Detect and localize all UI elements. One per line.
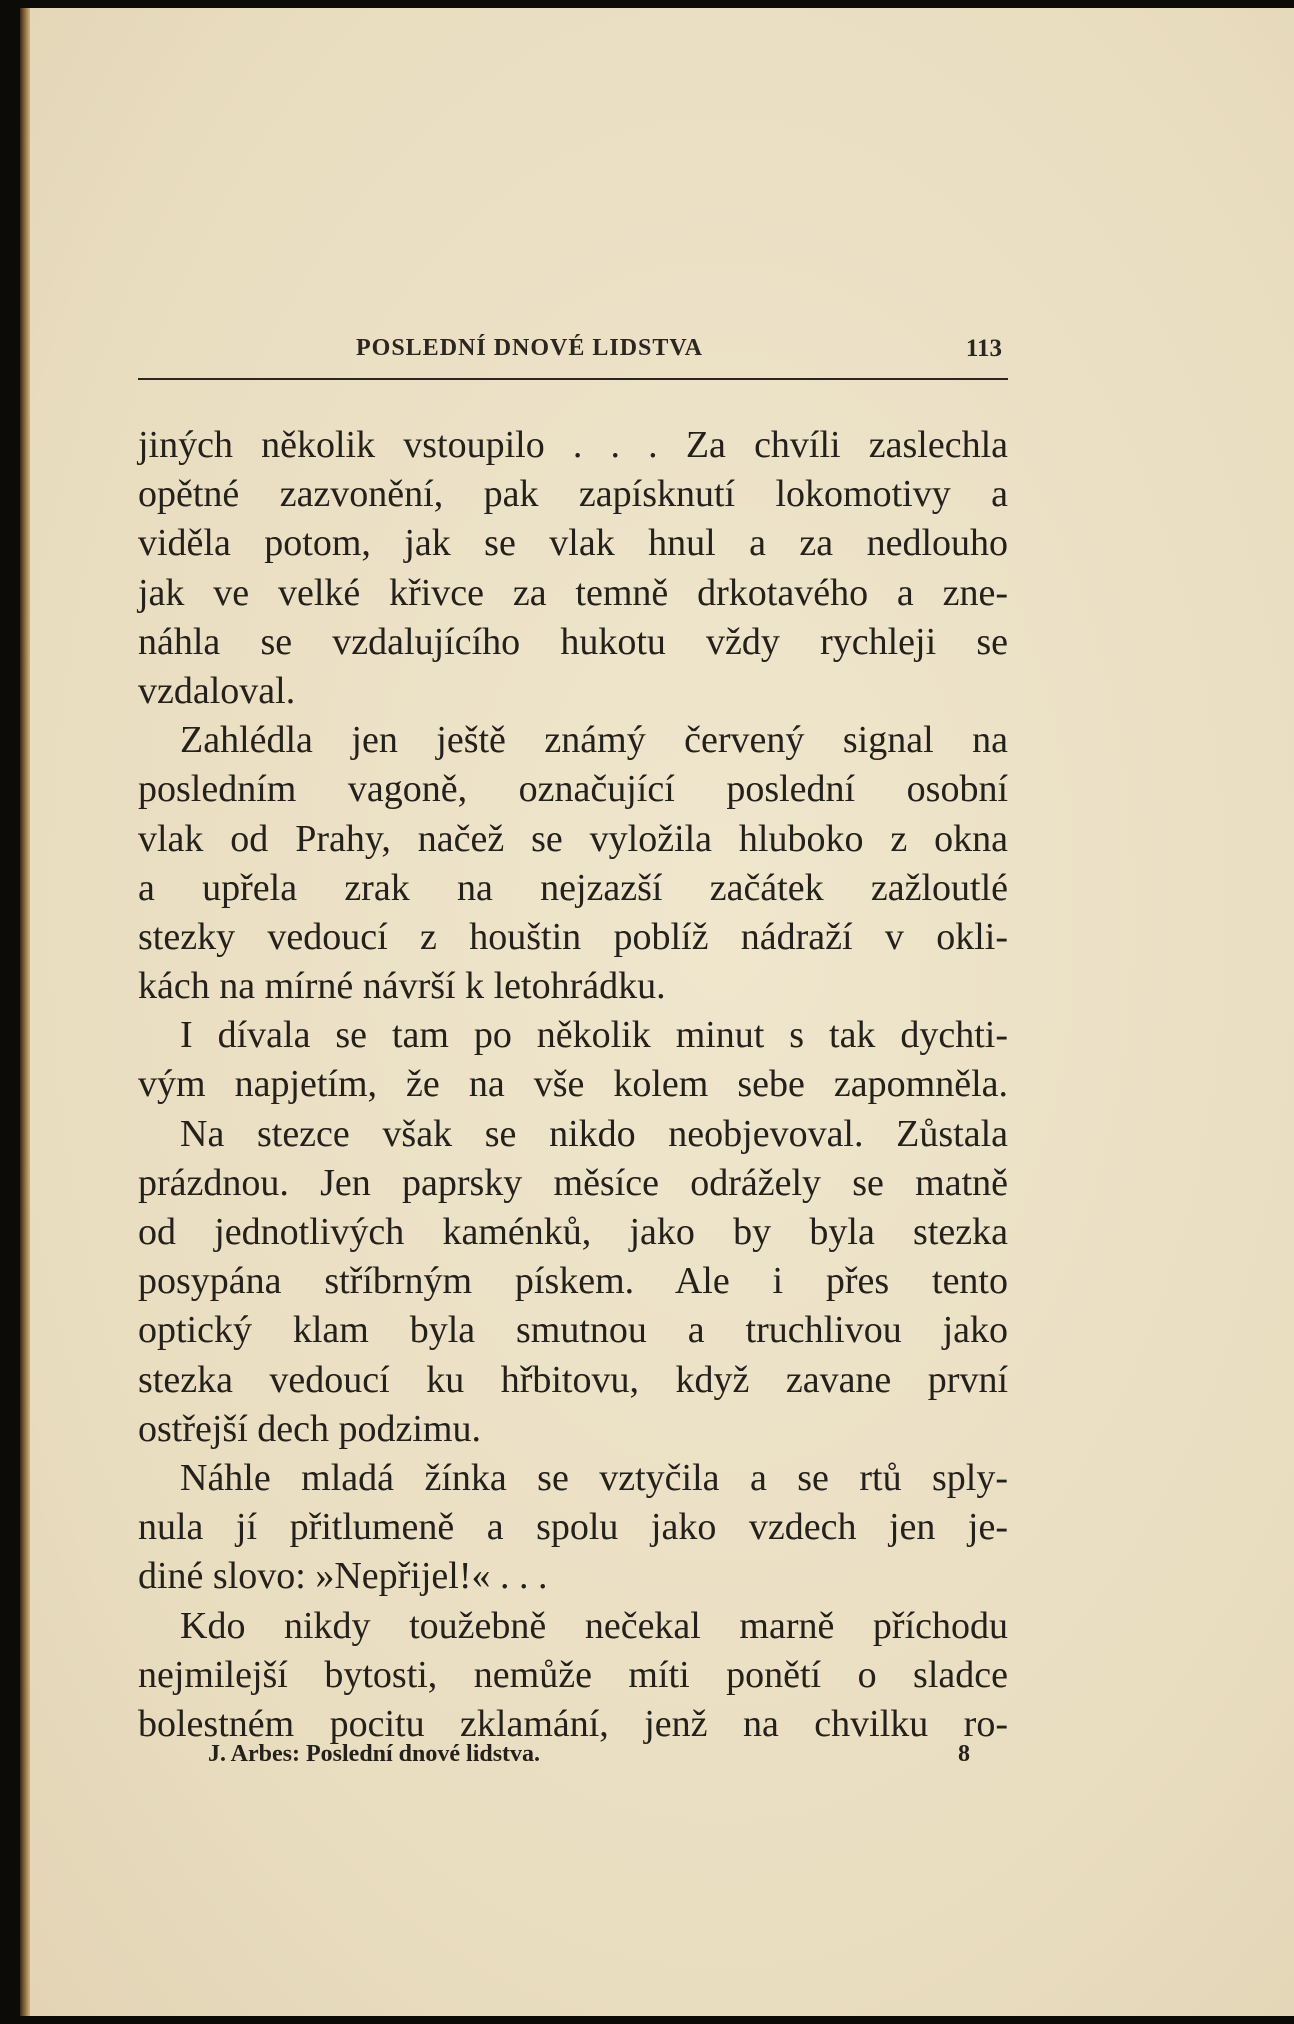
text-line: stezky vedoucí z houštin poblíž nádraží v okli- — [138, 915, 1008, 958]
running-header — [138, 326, 1008, 380]
text-line: viděla potom, jak se vlak hnul a za nedlouho — [138, 522, 1008, 565]
text-line: jak ve velké křivce za temně drkotavého a zne- — [138, 571, 1008, 614]
text-line: opětné zazvonění, pak zapísknutí lokomotivy a — [138, 473, 1008, 516]
text-line: diné slovo: »Nepřijel!« . . . — [138, 1555, 548, 1598]
text-line: I dívala se tam po několik minut s tak dychti- — [180, 1014, 1008, 1057]
text-line: jiných několik vstoupilo . . . Za chvíli zaslechla — [138, 424, 1008, 466]
printer-signature: J. Arbes: Poslední dnové lidstva. — [208, 1741, 541, 1767]
book-page — [20, 8, 1294, 2016]
running-title: POSLEDNÍ DNOVÉ LIDSTVA — [356, 335, 703, 361]
text-line: vzdaloval. — [138, 669, 296, 712]
text-line: vlak od Prahy, načež se vyložila hluboko z okna — [138, 817, 1008, 860]
text-line: a upřela zrak na nejzazší začátek zažloutlé — [138, 866, 1008, 909]
text-line: prázdnou. Jen paprsky měsíce odrážely se matně — [138, 1161, 1008, 1204]
text-line: kách na mírné návrší k letohrádku. — [138, 965, 666, 1008]
text-line: Zahlédla jen ještě známý červený signal na — [180, 719, 1008, 762]
page-number: 113 — [965, 335, 1002, 362]
page-footer — [138, 1741, 1008, 1777]
text-line: posledním vagoně, označující poslední osobní — [138, 768, 1008, 811]
text-line: od jednotlivých kaménků, jako by byla stezka — [138, 1211, 1008, 1253]
text-line: bolestném pocitu zklamání, jenž na chvilku ro- — [138, 1702, 1008, 1745]
text-line: náhla se vzdalujícího hukotu vždy rychleji se — [138, 620, 1008, 663]
text-line: nejmilejší bytosti, nemůže míti ponětí o sladce — [138, 1653, 1008, 1696]
sheet-number: 8 — [958, 1741, 970, 1767]
text-line: ostřejší dech podzimu. — [138, 1407, 481, 1450]
book-spine-edge — [20, 8, 30, 2016]
text-line: Na stezce však se nikdo neobjevoval. Zůstala — [180, 1112, 1008, 1155]
text-line: optický klam byla smutnou a truchlivou jako — [138, 1309, 1008, 1352]
text-line: Kdo nikdy toužebně nečekal marně příchodu — [180, 1604, 1008, 1647]
text-line: stezka vedoucí ku hřbitovu, když zavane první — [138, 1358, 1008, 1401]
text-line: Náhle mladá žínka se vztyčila a se rtů sply- — [180, 1456, 1008, 1499]
body-text — [138, 421, 1008, 1749]
text-line: vým napjetím, že na vše kolem sebe zapomněla. — [138, 1063, 1008, 1106]
text-line: nula jí přitlumeně a spolu jako vzdech jen je- — [138, 1506, 1008, 1549]
text-line: posypána stříbrným pískem. Ale i přes tento — [138, 1260, 1008, 1303]
